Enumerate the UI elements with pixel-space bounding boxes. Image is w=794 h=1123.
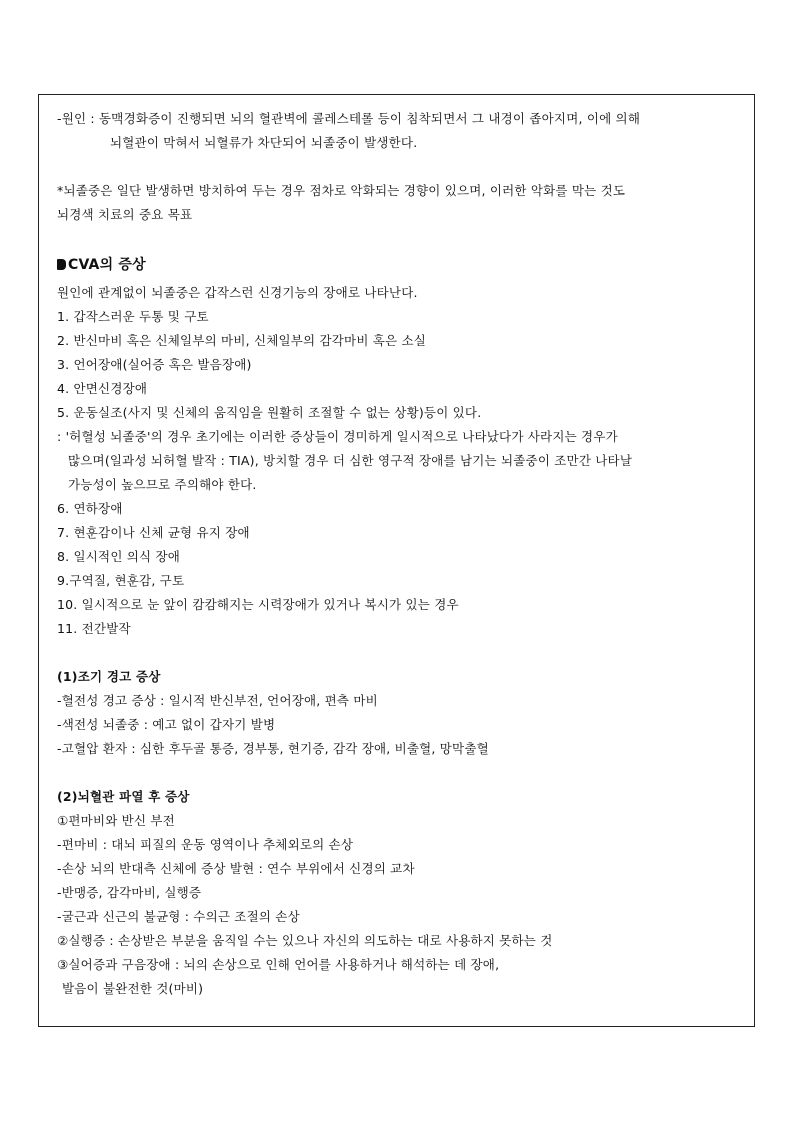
list-item: -굴근과 신근의 불균형 : 수의근 조절의 손상	[57, 909, 300, 924]
list-item: -색전성 뇌졸중 : 예고 없이 갑자기 발병	[57, 717, 276, 732]
list-item: 11. 전간발작	[57, 621, 131, 636]
tia-line-1: : '허혈성 뇌졸중'의 경우 초기에는 이러한 증상들이 경미하게 일시적으로 나타났다가 사라지는 경우가	[57, 429, 618, 444]
note-line-2: 뇌경색 치료의 중요 목표	[57, 207, 193, 222]
tia-line-3: 가능성이 높으므로 주의해야 한다.	[68, 477, 257, 492]
list-item: 5. 운동실조(사지 및 신체의 움직임을 원활히 조절할 수 없는 상황)등이 있다.	[57, 405, 482, 420]
list-item: 9.구역질, 현훈감, 구토	[57, 573, 185, 588]
list-item: 2. 반신마비 혹은 신체일부의 마비, 신체일부의 감각마비 혹은 소실	[57, 333, 427, 348]
symptoms-heading	[57, 257, 146, 273]
early-warning-heading: (1)조기 경고 증상	[57, 669, 161, 684]
list-item: 8. 일시적인 의식 장애	[57, 549, 181, 564]
list-item: -편마비 : 대뇌 피질의 운동 영역이나 추체외로의 손상	[57, 837, 354, 852]
list-item: 1. 갑작스러운 두통 및 구토	[57, 309, 209, 324]
list-item: -혈전성 경고 증상 : 일시적 반신부전, 언어장애, 편측 마비	[57, 693, 378, 708]
symptoms-intro: 원인에 관계없이 뇌졸중은 갑작스런 신경기능의 장애로 나타난다.	[57, 285, 418, 300]
list-item: 3. 언어장애(실어증 혹은 발음장애)	[57, 357, 252, 372]
cause-line-2: 뇌혈관이 막혀서 뇌혈류가 차단되어 뇌졸중이 발생한다.	[110, 135, 418, 150]
bookmark-icon	[57, 259, 66, 270]
rupture-last-line: 발음이 불완전한 것(마비)	[62, 981, 204, 996]
list-item: ②실행증 : 손상받은 부분을 움직일 수는 있으나 자신의 의도하는 대로 사용하지 못하는 것	[57, 933, 553, 948]
list-item: -고혈압 환자 : 심한 후두골 통증, 경부통, 현기증, 감각 장애, 비출혈, 망막출혈	[57, 741, 489, 756]
tia-line-2: 많으며(일과성 뇌허혈 발작 : TIA), 방치할 경우 더 심한 영구적 장애를 남기는 뇌졸중이 조만간 나타날	[68, 453, 633, 468]
note-line-1: *뇌졸중은 일단 발생하면 방치하여 두는 경우 점차로 악화되는 경향이 있으며, 이러한 악화를 막는 것도	[57, 183, 626, 198]
rupture-heading: (2)뇌혈관 파열 후 증상	[57, 789, 190, 804]
cause-line-1: -원인 : 동맥경화증이 진행되면 뇌의 혈관벽에 콜레스테롤 등이 침착되면서 그 내경이 좁아지며, 이에 의해	[57, 111, 641, 126]
list-item: 4. 안면신경장애	[57, 381, 148, 396]
symptoms-heading-text: CVA의 증상	[68, 257, 146, 273]
list-item: 10. 일시적으로 눈 앞이 캄캄해지는 시력장애가 있거나 복시가 있는 경우	[57, 597, 459, 612]
list-item: -손상 뇌의 반대측 신체에 증상 발현 : 연수 부위에서 신경의 교차	[57, 861, 415, 876]
list-item: 7. 현훈감이나 신체 균형 유지 장애	[57, 525, 250, 540]
list-item: -반맹증, 감각마비, 실행증	[57, 885, 202, 900]
list-item: 6. 연하장애	[57, 501, 123, 516]
list-item: ③실어증과 구음장애 : 뇌의 손상으로 인해 언어를 사용하거나 해석하는 데 장애,	[57, 957, 500, 972]
list-item: ①편마비와 반신 부전	[57, 813, 175, 828]
